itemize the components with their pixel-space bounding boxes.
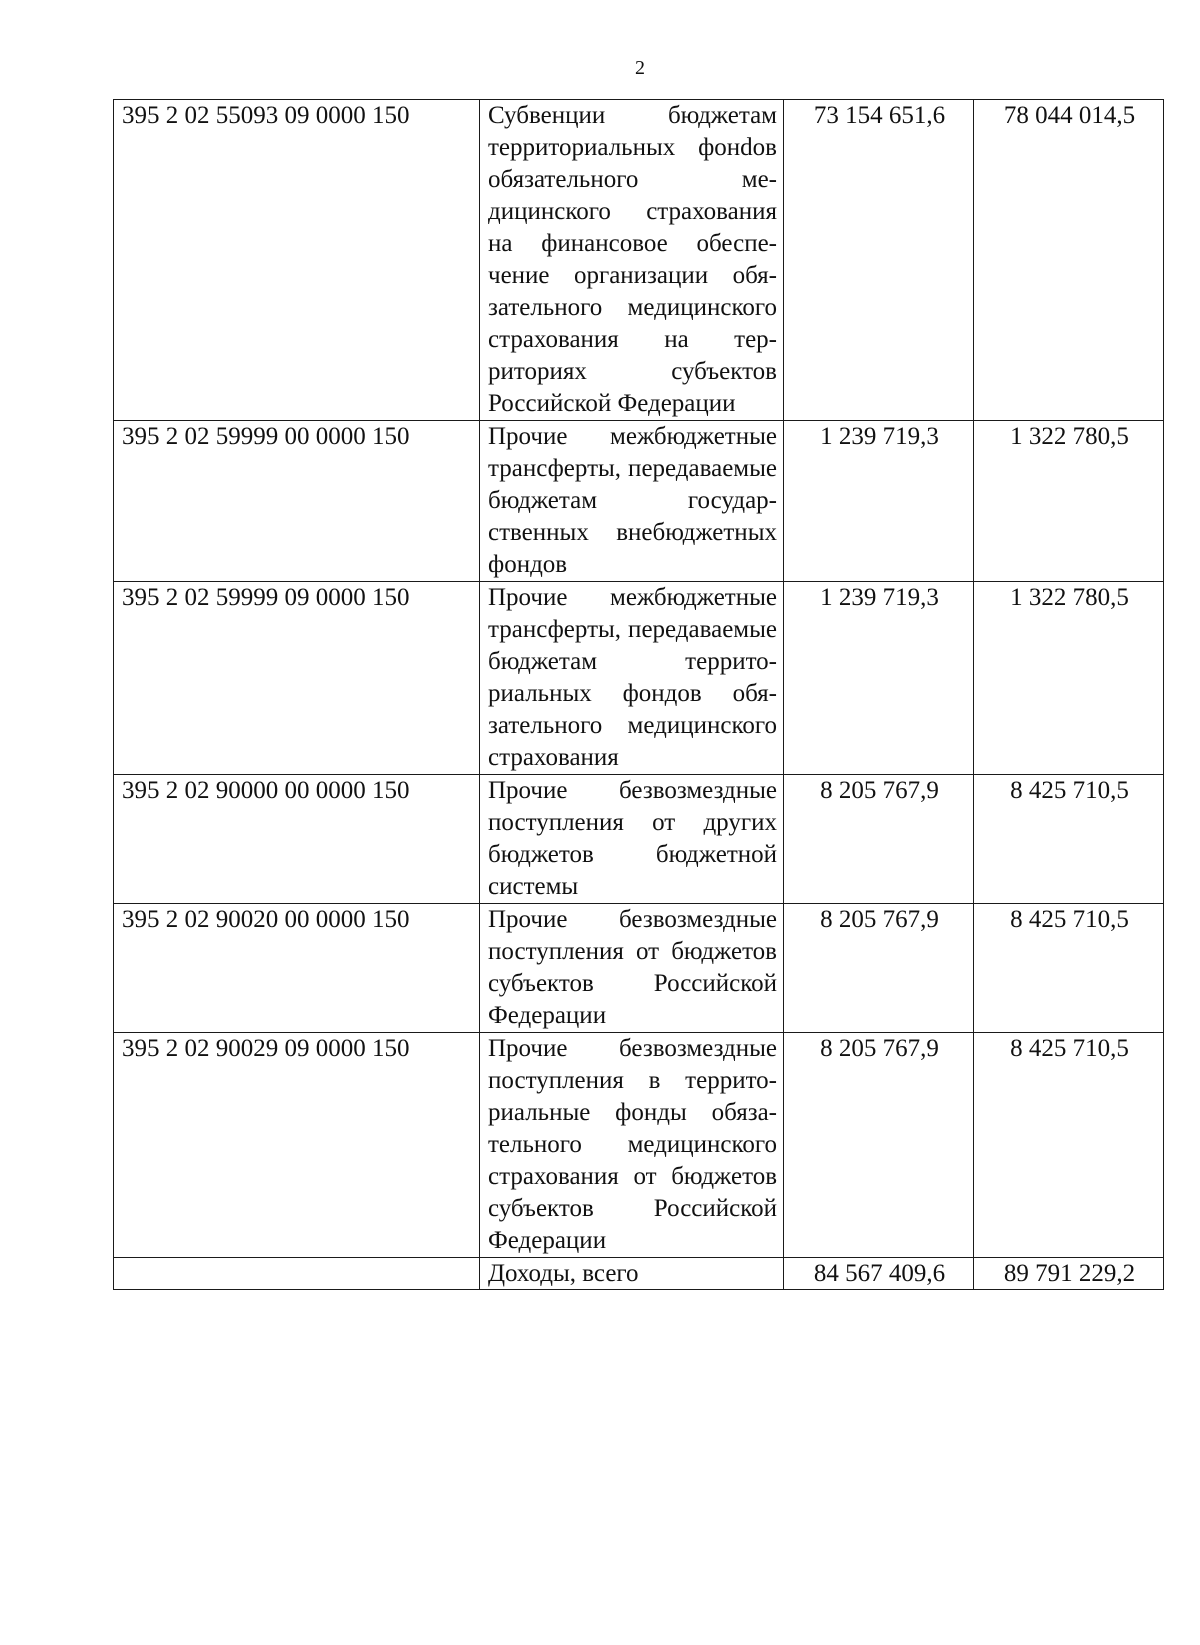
total-year-1: 84 567 409,6 [784,1258,974,1290]
classification-code: 395 2 02 90000 00 0000 150 [114,775,480,904]
amount-year-2: 78 044 014,5 [974,100,1164,421]
revenue-name: Прочие межбюджетные трансферты, передаваемые бюджетам территориальных фондов обязательного медицинского страхования [480,582,784,775]
classification-code: 395 2 02 59999 09 0000 150 [114,582,480,775]
table-row [114,421,1164,582]
classification-code: 395 2 02 59999 00 0000 150 [114,421,480,582]
page-number: 2 [635,57,645,79]
table-row [114,100,1164,421]
amount-year-2: 8 425 710,5 [974,1033,1164,1258]
amount-year-2: 1 322 780,5 [974,582,1164,775]
amount-year-1: 8 205 767,9 [784,775,974,904]
table-row [114,1033,1164,1258]
classification-code: 395 2 02 55093 09 0000 150 [114,100,480,421]
amount-year-1: 8 205 767,9 [784,1033,974,1258]
revenue-name: Прочие безвозмездные поступления в территориальные фонды обязательного медицинского страхования от бюджетов субъектов Российской Федерации [480,1033,784,1258]
revenue-name: Прочие безвозмездные поступления от бюджетов субъектов Российской Федерации [480,904,784,1033]
total-row [114,1258,1164,1290]
total-label: Доходы, всего [480,1258,784,1290]
amount-year-2: 1 322 780,5 [974,421,1164,582]
table-row [114,904,1164,1033]
revenue-name: Субвенции бюджетам территориальных фонdов обязательного медицинского страхования на финансовое обеспечение организации обязательного медицинского страхования на территориях субъектов Российской Федерации [480,100,784,421]
classification-code: 395 2 02 90029 09 0000 150 [114,1033,480,1258]
total-code [114,1258,480,1290]
amount-year-1: 8 205 767,9 [784,904,974,1033]
total-year-2: 89 791 229,2 [974,1258,1164,1290]
table-row [114,582,1164,775]
classification-code: 395 2 02 90020 00 0000 150 [114,904,480,1033]
amount-year-1: 1 239 719,3 [784,582,974,775]
table-row [114,775,1164,904]
revenue-name: Прочие межбюджетные трансферты, передаваемые бюджетам государственных внебюджетных фондов [480,421,784,582]
revenue-name: Прочие безвозмездные поступления от других бюджетов бюджетной системы [480,775,784,904]
revenue-table [113,99,1164,1290]
amount-year-1: 73 154 651,6 [784,100,974,421]
amount-year-1: 1 239 719,3 [784,421,974,582]
amount-year-2: 8 425 710,5 [974,904,1164,1033]
amount-year-2: 8 425 710,5 [974,775,1164,904]
